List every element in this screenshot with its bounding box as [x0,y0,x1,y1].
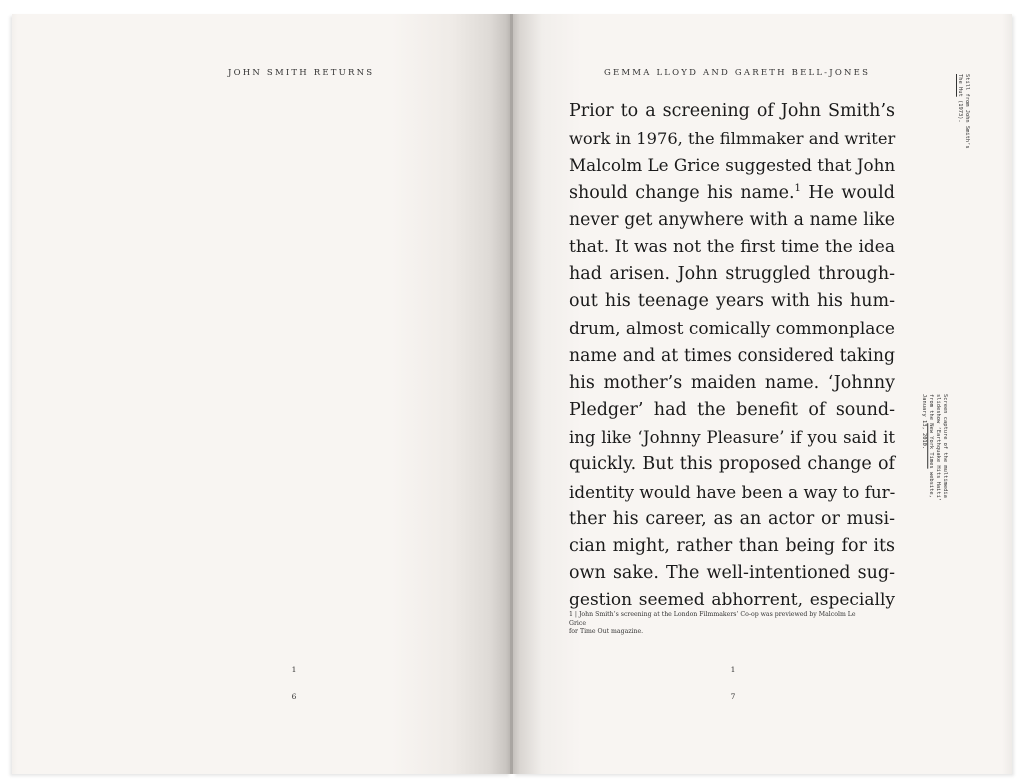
caption-line: January 13, 2010. [921,394,927,450]
body-line: his mother’s maiden name. ‘Johnny [569,372,895,393]
body-line: Pledger’ had the benefit of sound- [569,400,895,421]
body-line: had arisen. John struggled through- [569,264,895,285]
body-line: Malcolm Le Grice suggested that John [569,155,896,176]
body-line: work in 1976, the filmmaker and writer [569,129,896,149]
body-line: cian might, rather than being for its [569,536,895,556]
caption-text: website, [928,468,934,498]
left-page [12,14,511,774]
folio-right-page-number: 7 [730,692,736,701]
running-head-right: GEMMA LLOYD AND GARETH BELL-JONES [604,68,871,78]
running-head-left: JOHN SMITH RETURNS [228,68,375,78]
caption-line [956,74,963,149]
body-line: quickly. But this proposed change of [569,454,895,475]
body-line-text: should change his name. [569,182,795,203]
body-text [569,98,895,615]
body-line-tail: He would [800,182,895,203]
caption-line: Still from John Smith’s [964,74,970,149]
body-line: Prior to a screening of John Smith’s [569,101,895,121]
body-line: identity would have been a way to fur- [569,481,896,502]
open-book [12,14,1012,774]
margin-caption-still [956,74,970,149]
footnote-reference: 1 [794,182,801,194]
footnote [569,611,859,637]
footnote-line: 1 | John Smith’s screening at the London Filmmakers’ Co-op was previewed by Malcolm Le Grice [569,611,856,627]
body-line: out his teenage years with his hum- [569,291,895,312]
body-line: that. It was not the first time the idea [569,236,895,257]
body-line: own sake. The well-intentioned sug- [569,563,895,584]
body-line: name and at times considered taking [569,345,895,366]
caption-line: Screen capture of the multimedia [942,394,948,498]
folio-left [274,656,314,710]
caption-text: from the [928,394,934,424]
body-line: gestion seemed abhorrent, especially [569,590,895,611]
caption-line [927,394,934,501]
right-page [513,14,1012,774]
body-line: drum, almost comically commonplace [569,318,895,339]
folio-right-top: 1 [730,665,736,674]
folio-left-page-number: 6 [291,692,297,701]
margin-caption-screen-capture [920,394,948,501]
folio-right [713,656,753,710]
footnote-line: for Time Out magazine. [569,628,644,635]
caption-line: slideshow ‘Earthquake Hits Haiti’ [935,394,941,502]
body-line-with-footnote [569,180,895,207]
caption-film-title: The Hut [957,74,963,97]
body-line: ing like ‘Johnny Pleasure’ if you said it [569,428,895,448]
body-line: ther his career, as an actor or musi- [569,508,895,529]
caption-text: (1973). [957,96,963,123]
caption-publication-title: New York Times [928,423,934,469]
body-line: never get anywhere with a name like [569,209,895,230]
folio-left-top: 1 [291,665,297,674]
